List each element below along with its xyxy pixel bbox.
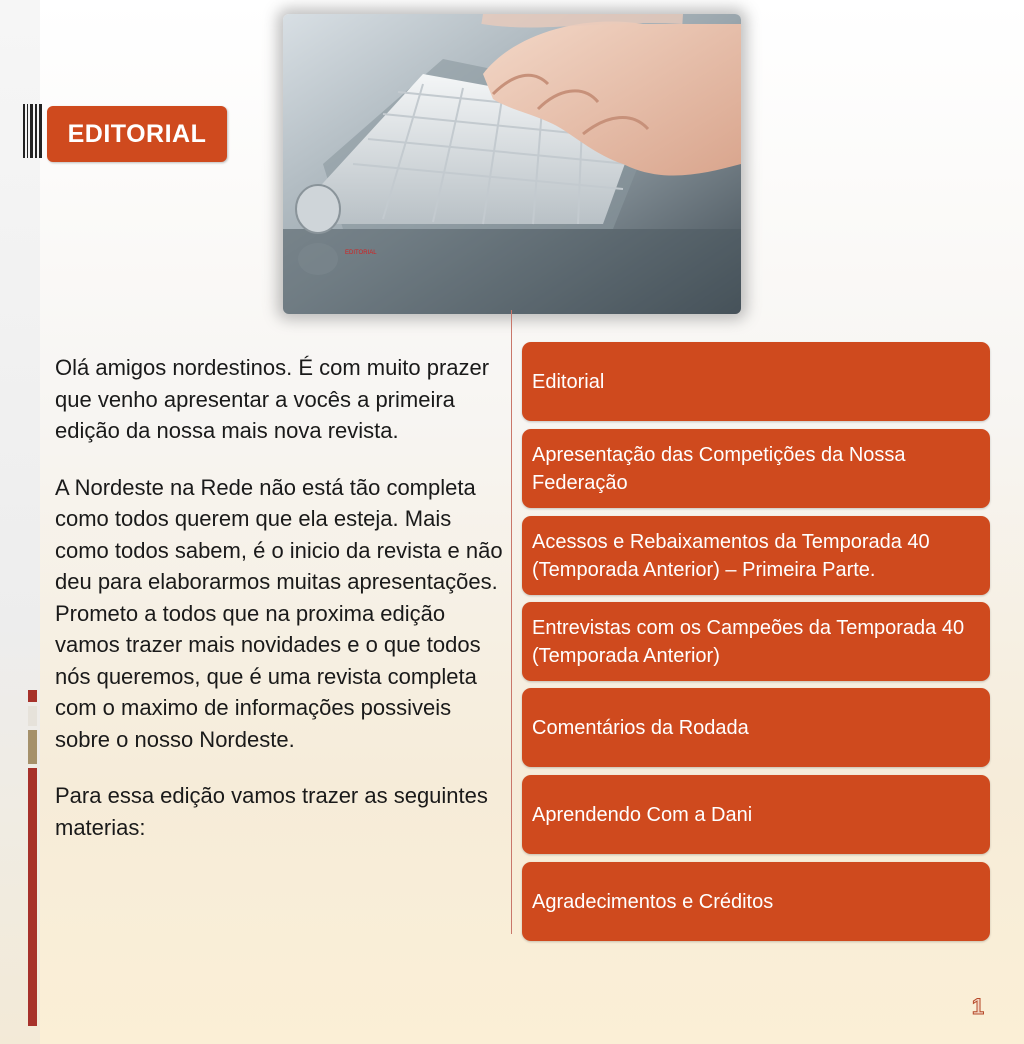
intro-paragraph: A Nordeste na Rede não está tão completa como todos querem que ela esteja. Mais como todos sabem, é o inicio da revista e não deu para elaborarmos muitas apresentações. Prometo a todos que na proxima edição vamos trazer mais novidades e o que todos nós queremos, que é uma revista completa com o maximo de informações possiveis sobre o nosso Nordeste.: [55, 474, 503, 752]
toc-item-aprendendo[interactable]: Aprendendo Com a Dani: [522, 775, 990, 854]
strip-segment-tan: [28, 730, 37, 764]
editorial-body: [55, 352, 505, 868]
page-number: 1: [971, 994, 985, 1019]
toc-item-competicoes[interactable]: Apresentação das Competições da Nossa Federação: [522, 429, 990, 508]
column-divider: [511, 310, 512, 934]
intro-paragraph: Olá amigos nordestinos. É com muito prazer que venho apresentar a vocês a primeira edição da nossa mais nova revista.: [55, 355, 490, 443]
keyboard-photo: [283, 14, 741, 314]
strip-segment-red-long: [28, 768, 37, 1026]
toc-item-comentarios[interactable]: Comentários da Rodada: [522, 688, 990, 767]
toc-item-agradecimentos[interactable]: Agradecimentos e Créditos: [522, 862, 990, 941]
image-caption: EDITORIAL: [345, 250, 377, 256]
toc-item-entrevistas[interactable]: Entrevistas com os Campeões da Temporada 40 (Temporada Anterior): [522, 602, 990, 681]
strip-segment-light: [28, 706, 37, 726]
intro-paragraph: Para essa edição vamos trazer as seguintes materias:: [55, 783, 488, 840]
barcode-decoration: [23, 104, 43, 158]
strip-segment-red-small: [28, 690, 37, 702]
toc-item-editorial[interactable]: Editorial: [522, 342, 990, 421]
toc-item-acessos[interactable]: Acessos e Rebaixamentos da Temporada 40 (Temporada Anterior) – Primeira Parte.: [522, 516, 990, 595]
section-title-badge: EDITORIAL: [47, 106, 227, 162]
